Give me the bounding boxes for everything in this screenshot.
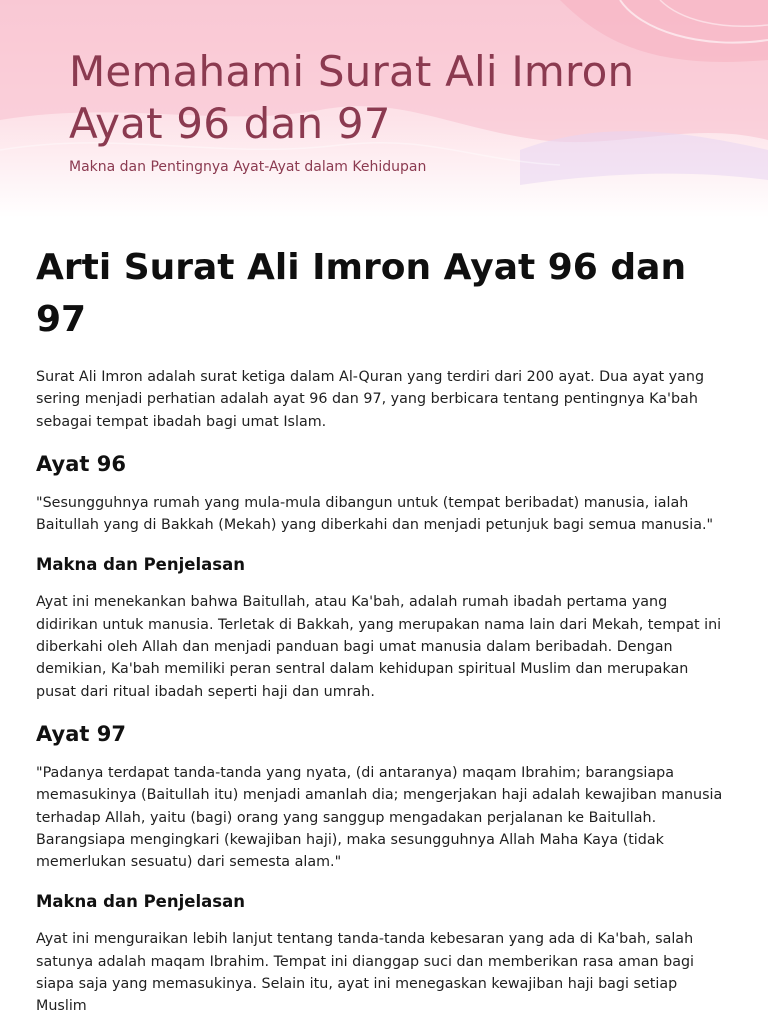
article-heading: Arti Surat Ali Imron Ayat 96 dan 97 [36,247,687,340]
ayat-96-heading: Ayat 96 [36,451,126,476]
ayat-96-subheading: Makna dan Penjelasan [36,555,245,575]
page-title: Memahami Surat Ali Imron Ayat 96 dan 97 [69,47,635,148]
page-subtitle: Makna dan Pentingnya Ayat-Ayat dalam Kehidupan [69,159,427,175]
hero-banner [0,0,768,218]
ayat-97-subheading: Makna dan Penjelasan [36,892,245,912]
section-ayat-97 [36,720,732,1018]
intro-paragraph: Surat Ali Imron adalah surat ketiga dalam Al-Quran yang terdiri dari 200 ayat. Dua ayat yang sering menjadi perhatian adalah ayat 96 dan 97, yang berbicara tentang pentingnya Ka'bah sebagai tempat ibadah bagi umat Islam. [36,369,705,430]
ayat-96-quote: "Sesungguhnya rumah yang mula-mula dibangun untuk (tempat beribadat) manusia, ialah Baitullah yang di Bakkah (Mekah) yang diberkahi dan menjadi petunjuk bagi semua manusia." [36,494,714,534]
article-body [0,242,768,1018]
ayat-96-explanation: Ayat ini menekankan bahwa Baitullah, atau Ka'bah, adalah rumah ibadah pertama yang didirikan untuk manusia. Terletak di Bakkah, yang merupakan nama lain dari Mekah, tempat ini diberkahi oleh Allah dan menjadi panduan bagi umat manusia dalam beribadah. Dengan demikian, Ka'bah memiliki peran sentral dalam kehidupan spiritual Muslim dan merupakan pusat dari ritual ibadah seperti haji dan umrah. [36,594,722,700]
ayat-97-heading: Ayat 97 [36,721,126,746]
section-ayat-96 [36,450,732,703]
ayat-97-explanation: Ayat ini menguraikan lebih lanjut tentang tanda-tanda kebesaran yang ada di Ka'bah, salah satunya adalah maqam Ibrahim. Tempat ini dianggap suci dan memberikan rasa aman bagi siapa saja yang memasukinya. Selain itu, ayat ini menegaskan kewajiban haji bagi setiap Muslim [36,931,695,1015]
ayat-97-quote: "Padanya terdapat tanda-tanda yang nyata, (di antaranya) maqam Ibrahim; barangsiapa memasukinya (Baitullah itu) menjadi amanlah dia; mengerjakan haji adalah kewajiban manusia terhadap Allah, yaitu (bagi) orang yang sanggup mengadakan perjalanan ke Baitullah. Barangsiapa mengingkari (kewajiban haji), maka sesungguhnya Allah Maha Kaya (tidak memerlukan sesuatu) dari semesta alam." [36,764,723,871]
